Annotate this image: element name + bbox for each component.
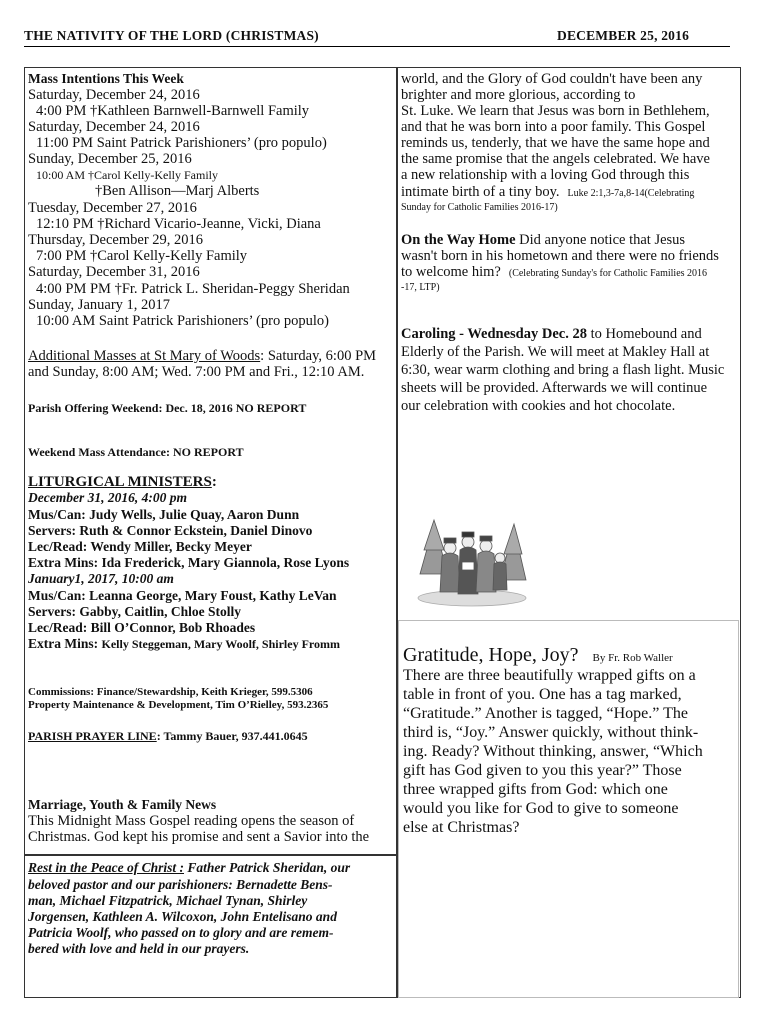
page-date: DECEMBER 25, 2016 xyxy=(557,28,690,43)
gratitude-byline: By Fr. Rob Waller xyxy=(592,652,673,664)
gospel-citation: Luke 2:1,3-7a,8-14(Celebrating xyxy=(567,188,695,199)
gratitude-line: table in front of you. One has a tag marked, xyxy=(403,686,682,703)
ministers-date-heading: December 31, 2016, 4:00 pm xyxy=(28,490,187,505)
gospel-line: and that he was born into a poor family. This Gospel xyxy=(401,119,706,135)
intention-line: Sunday, January 1, 2017 xyxy=(28,297,171,313)
minister-line: Servers: Gabby, Caitlin, Chloe Stolly xyxy=(28,604,242,619)
minister-line: Mus/Can: Leanna George, Mary Foust, Kathy LeVan xyxy=(28,588,337,603)
intention-line: 4:00 PM †Kathleen Barnwell-Barnwell Family xyxy=(36,103,310,119)
gospel-line: world, and the Glory of God couldn't have been any xyxy=(401,71,703,87)
parish-offering: Parish Offering Weekend: Dec. 18, 2016 NO REPORT xyxy=(28,401,307,415)
marriage-youth-heading: Marriage, Youth & Family News xyxy=(28,797,217,812)
gospel-line: St. Luke. We learn that Jesus was born in Bethlehem, xyxy=(401,103,710,119)
rest-in-peace-line: beloved pastor and our parishioners: Bernadette Bens- xyxy=(28,877,333,892)
additional-masses-line1: : Saturday, 6:00 PM xyxy=(260,348,377,364)
gospel-citation: Sunday for Catholic Families 2016-17) xyxy=(401,202,558,213)
gratitude-line: three wrapped gifts from God: which one xyxy=(403,781,668,798)
way-home-citation: (Celebrating Sunday's for Catholic Families 2016 xyxy=(508,268,708,279)
mass-attendance: Weekend Mass Attendance: NO REPORT xyxy=(28,445,244,459)
ministers-date-heading: January1, 2017, 10:00 am xyxy=(28,571,174,586)
intention-line: Saturday, December 24, 2016 xyxy=(28,87,200,103)
gratitude-title: Gratitude, Hope, Joy? xyxy=(403,644,579,666)
marriage-youth-line: Christmas. God kept his promise and sent a Savior into the xyxy=(28,829,370,845)
minister-line: Lec/Read: Bill O’Connor, Bob Rhoades xyxy=(28,620,256,635)
caroling-line: our celebration with cookies and hot chocolate. xyxy=(401,398,676,414)
way-home-heading: On the Way Home xyxy=(401,232,516,248)
commissions-line: Property Maintenance & Development, Tim O’Rielley, 593.2365 xyxy=(28,699,329,711)
minister-line: Mus/Can: Judy Wells, Julie Quay, Aaron Dunn xyxy=(28,507,300,522)
rest-in-peace-line: bered with love and held in our prayers. xyxy=(28,941,250,956)
minister-line: Lec/Read: Wendy Miller, Becky Meyer xyxy=(28,539,252,554)
prayer-line-label: PARISH PRAYER LINE xyxy=(28,729,157,743)
additional-masses-label: Additional Masses at St Mary of Woods xyxy=(28,348,261,364)
commissions-line: Commissions: Finance/Stewardship, Keith Krieger, 599.5306 xyxy=(28,686,313,698)
prayer-line-contact: : Tammy Bauer, 937.441.0645 xyxy=(156,729,308,743)
intention-line: Saturday, December 24, 2016 xyxy=(28,119,200,135)
intention-line: 7:00 PM †Carol Kelly-Kelly Family xyxy=(36,248,248,264)
ministers-heading: LITURGICAL MINISTERS xyxy=(28,474,212,490)
minister-extra-label: Extra Mins: xyxy=(28,636,102,651)
gratitude-line: ing. Ready? Without thinking, answer, “Which xyxy=(403,743,703,760)
intention-line: 12:10 PM †Richard Vicario-Jeanne, Vicki, Diana xyxy=(36,216,321,232)
mass-intentions-heading: Mass Intentions This Week xyxy=(28,71,184,86)
intention-line: 11:00 PM Saint Patrick Parishioners’ (pro populo) xyxy=(36,135,327,151)
prayer-line xyxy=(28,728,308,744)
way-home-line: to welcome him? xyxy=(401,264,501,280)
caroling-line: Elderly of the Parish. We will meet at Makley Hall at xyxy=(401,344,710,360)
minister-extra-names: Kelly Steggeman, Mary Woolf, Shirley Fromm xyxy=(101,637,341,651)
intention-line: Thursday, December 29, 2016 xyxy=(28,232,204,248)
minister-line: Servers: Ruth & Connor Eckstein, Daniel Dinovo xyxy=(28,523,313,538)
minister-line: Extra Mins: Ida Frederick, Mary Giannola, Rose Lyons xyxy=(28,555,350,570)
page-title: THE NATIVITY OF THE LORD (CHRISTMAS) xyxy=(24,28,319,43)
rest-in-peace-line: man, Michael Fitzpatrick, Michael Tynan, Shirley xyxy=(28,893,308,908)
marriage-youth-line: This Midnight Mass Gospel reading opens the season of xyxy=(28,813,355,829)
intention-line: Tuesday, December 27, 2016 xyxy=(28,200,197,216)
caroling-line: 6:30, wear warm clothing and bring a flash light. Music xyxy=(401,362,725,378)
intention-line: Sunday, December 25, 2016 xyxy=(28,151,192,167)
rest-in-peace-line: Patricia Woolf, who passed on to glory and are remem- xyxy=(28,925,334,940)
gratitude-line: third is, “Joy.” Answer quickly, without think- xyxy=(403,724,699,741)
additional-masses-line2: and Sunday, 8:00 AM; Wed. 7:00 PM and Fri., 12:10 AM. xyxy=(28,364,365,380)
gratitude-line: would you like for God to give to someone xyxy=(403,800,679,817)
gratitude-line: There are three beautifully wrapped gifts on a xyxy=(403,667,696,684)
gratitude-line: “Gratitude.” Another is tagged, “Hope.” The xyxy=(403,705,688,722)
carolers-illustration xyxy=(416,512,528,608)
gratitude-line: gift has God given to you this year?” Those xyxy=(403,762,682,779)
gratitude-line: else at Christmas? xyxy=(403,819,520,836)
way-home-line: wasn't born in his hometown and there were no friends xyxy=(401,248,719,264)
gospel-line: a new relationship with a loving God through this xyxy=(401,167,690,183)
rest-in-peace-line: Jorgensen, Kathleen A. Wilcoxon, John Entelisano and xyxy=(28,909,337,924)
gospel-line: brighter and more glorious, according to xyxy=(401,87,636,103)
way-home-citation: -17, LTP) xyxy=(401,282,440,293)
intention-line: 4:00 PM PM †Fr. Patrick L. Sheridan-Peggy Sheridan xyxy=(36,281,350,297)
gospel-line: intimate birth of a tiny boy. xyxy=(401,184,560,200)
intention-line: †Ben Allison—Marj Alberts xyxy=(95,183,260,199)
header-rule xyxy=(24,46,730,47)
intention-line: 10:00 AM †Carol Kelly-Kelly Family xyxy=(36,168,218,182)
caroling-line: sheets will be provided. Afterwards we will continue xyxy=(401,380,708,396)
gospel-line: the same promise that the angels celebrated. We have xyxy=(401,151,710,167)
gospel-line: reminds us, tenderly, that we have the same hope and xyxy=(401,135,710,151)
intention-line: 10:00 AM Saint Patrick Parishioners’ (pro populo) xyxy=(36,313,329,329)
intention-line: Saturday, December 31, 2016 xyxy=(28,264,200,280)
caroling-heading: Caroling - Wednesday Dec. 28 xyxy=(401,326,587,342)
rest-in-peace-heading: Rest in the Peace of Christ : xyxy=(28,860,184,875)
